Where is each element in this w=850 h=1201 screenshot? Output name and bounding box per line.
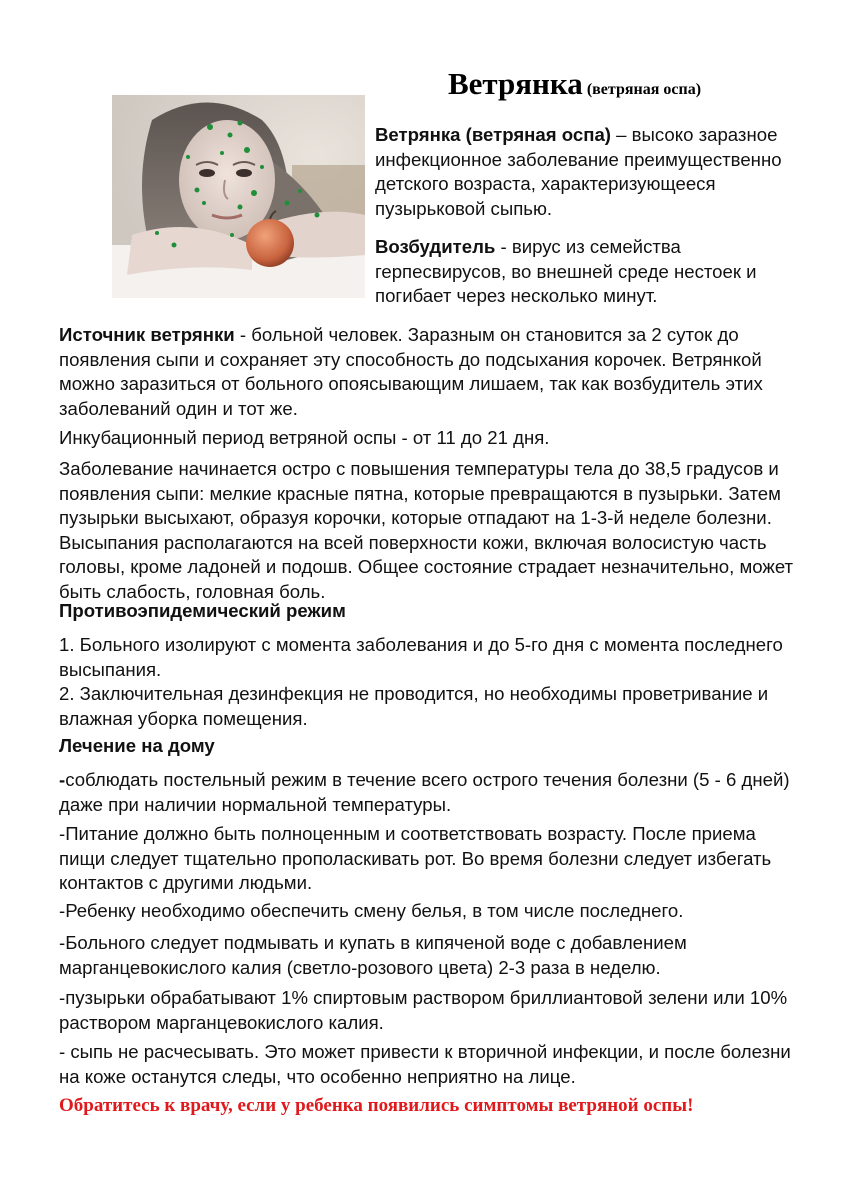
pathogen-paragraph (375, 235, 795, 309)
definition-term: Ветрянка (ветряная оспа) (375, 124, 611, 145)
home-item-4: -Больного следует подмывать и купать в кипяченой воде с добавлением марганцевокислого калия (светло-розового цвета) 2-3 раза в неделю. (59, 932, 687, 978)
home-item-1-text: соблюдать постельный режим в течение всего острого течения болезни (5 - 6 дней) даже при наличии нормальной температуры. (59, 769, 790, 815)
see-doctor-warning: Обратитесь к врачу, если у ребенка появились симптомы ветряной оспы! (59, 1095, 694, 1116)
pathogen-term: Возбудитель (375, 236, 496, 257)
definition-paragraph (375, 123, 795, 221)
regime-item-2: 2. Заключительная дезинфекция не проводится, но необходимы проветривание и влажная уборка помещения. (59, 683, 769, 729)
regime-item-1: 1. Больного изолируют с момента заболевания и до 5-го дня с момента последнего высыпания. (59, 634, 783, 680)
child-with-rash-image (112, 95, 365, 298)
document-title (448, 66, 701, 102)
home-treatment-heading: Лечение на дому (59, 735, 215, 756)
home-item-1 (59, 768, 799, 817)
home-item-1-dash: - (59, 769, 66, 790)
onset-paragraph: Заболевание начинается остро с повышения температуры тела до 38,5 градусов и появления сыпи: мелкие красные пятна, которые превращаются в пузырьки. Затем пузырьки высыхают, образуя корочки, которые отпадают на 1-3-й неделе болезни. Высыпания располагаются на всей поверхности кожи, включая волосистую часть головы, кроме ладоней и подошв. Общее состояние страдает незначительно, может быть слабость, головная боль. (59, 458, 794, 602)
source-paragraph (59, 323, 799, 421)
source-term: Источник ветрянки (59, 324, 235, 345)
source-text: - больной человек. Заразным он становится за 2 суток до появления сыпи и сохраняет эту способность до подсыхания корочек. Ветрянкой можно заразиться от больного опоясывающим лишаем, так как возбудитель этих заболеваний один и тот же. (59, 324, 763, 419)
regime-heading: Противоэпидемический режим (59, 600, 346, 621)
title-main: Ветрянка (448, 66, 583, 101)
home-item-6: - сыпь не расчесывать. Это может привести к вторичной инфекции, и после болезни на коже останутся следы, что особенно неприятно на лице. (59, 1041, 791, 1087)
pathogen-text: - вирус из семейства герпесвирусов, во внешней среде нестоек и погибает через несколько минут. (375, 236, 757, 306)
home-item-5: -пузырьки обрабатывают 1% спиртовым раствором бриллиантовой зелени или 10% раствором марганцевокислого калия. (59, 987, 788, 1033)
title-subtitle: (ветряная оспа) (586, 81, 702, 98)
home-item-2: -Питание должно быть полноценным и соответствовать возрасту. После приема пищи следует тщательно прополаскивать рот. Во время болезни следует избегать контактов с другими людьми. (59, 823, 772, 893)
child-photo (112, 95, 365, 298)
home-item-3: -Ребенку необходимо обеспечить смену белья, в том числе последнего. (59, 900, 684, 921)
incubation-paragraph: Инкубационный период ветряной оспы - от 11 до 21 дня. (59, 427, 550, 448)
definition-text: – высоко заразное инфекционное заболевание преимущественно детского возраста, характеризующееся пузырьковой сыпью. (375, 124, 782, 219)
